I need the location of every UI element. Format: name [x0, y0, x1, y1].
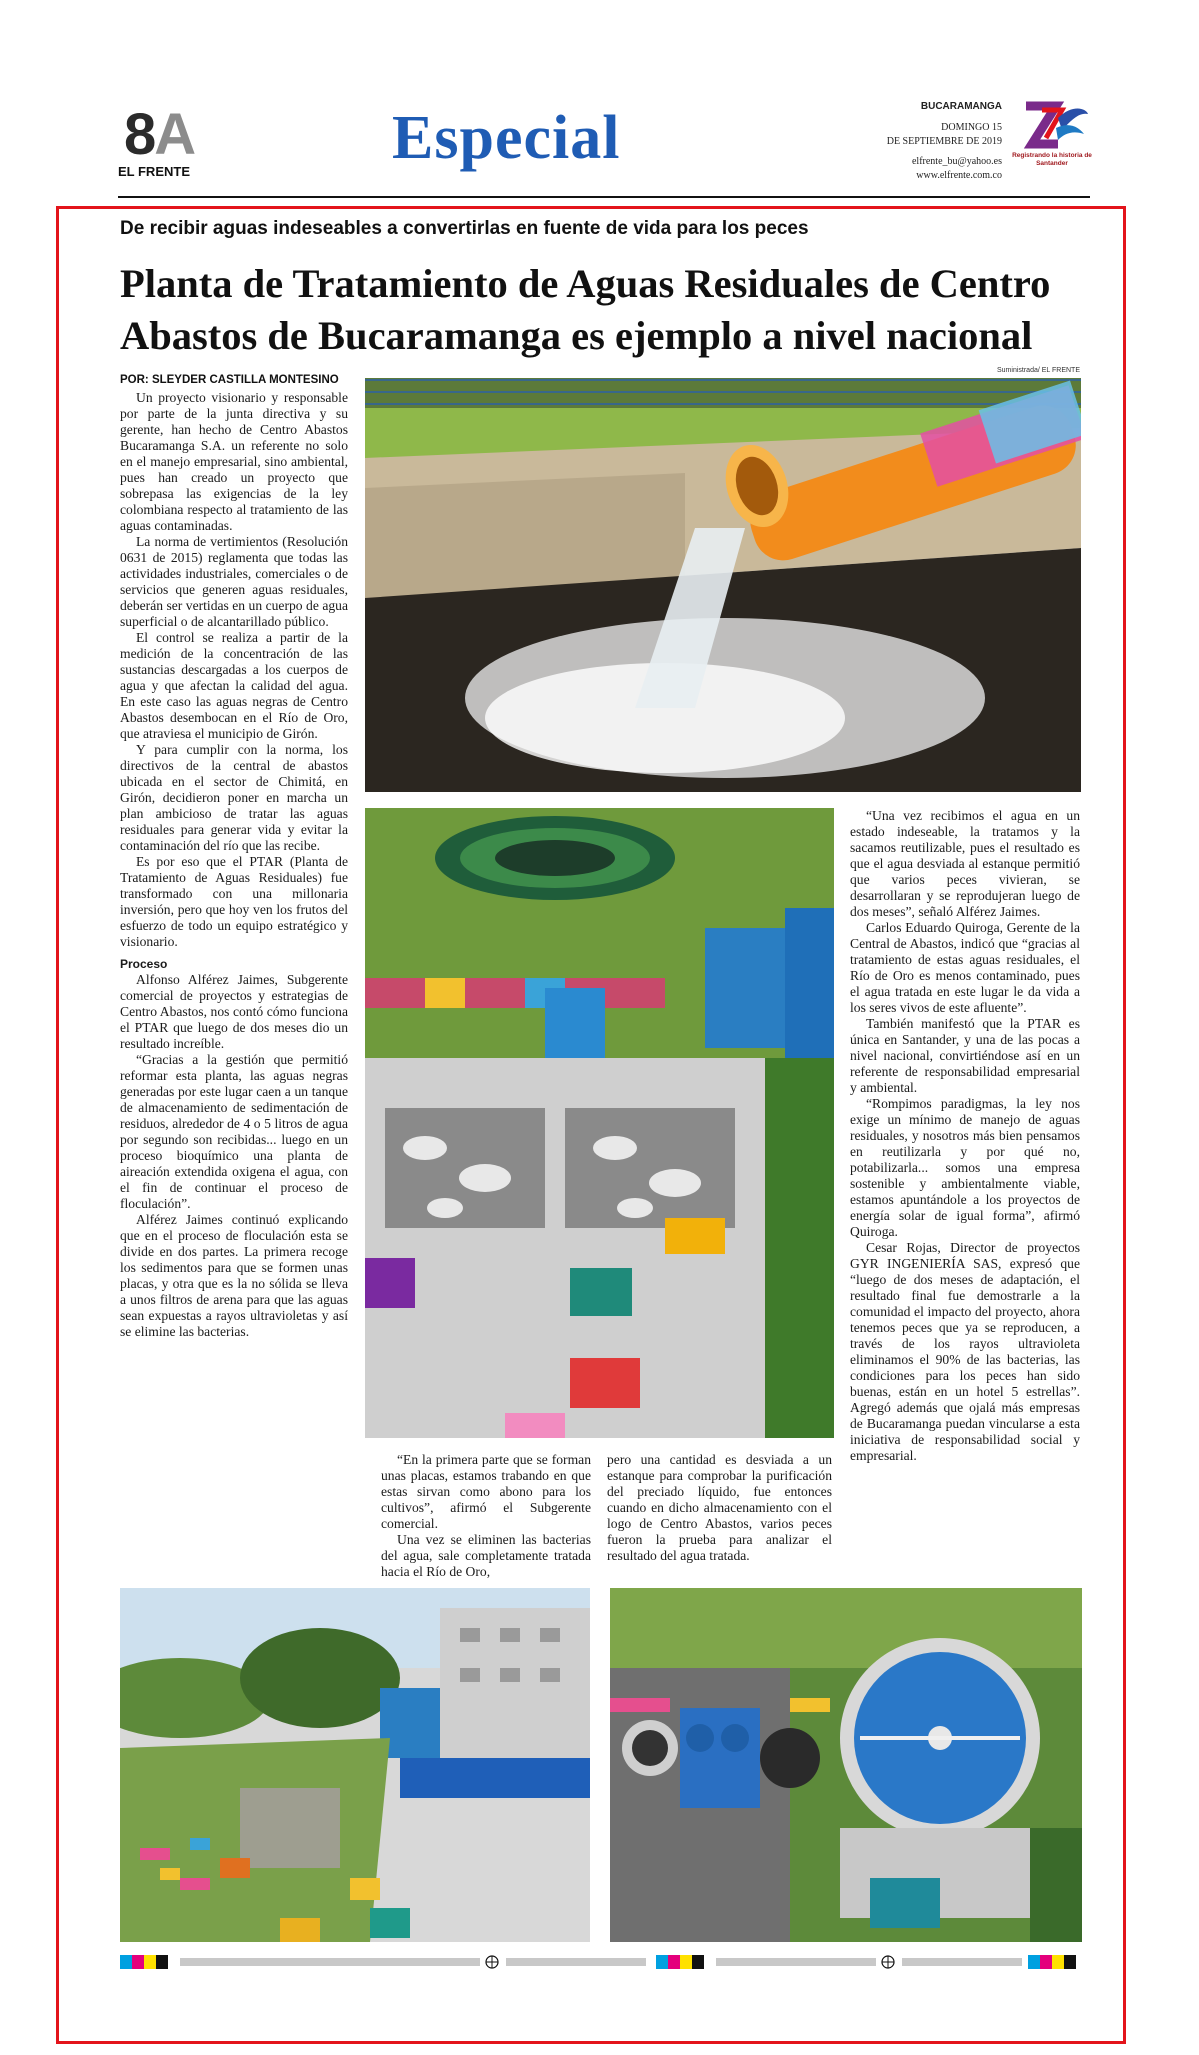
print-registration-bar: [120, 1955, 1080, 1969]
article-headline: [120, 258, 1100, 362]
photo-fish-pond-topview: [610, 1588, 1082, 1942]
column-4: [850, 808, 1080, 1464]
paragraph: El control se realiza a partir de la medición de la concentración de las sustancias descargadas a los cuerpos de agua y que afectan la calidad del agua. En este caso las aguas negras de Centro Abastos desembocan en el Río de Oro, que atraviesa el municipio de Girón.: [120, 630, 348, 741]
paragraph: Carlos Eduardo Quiroga, Gerente de la Central de Abastos, indicó que “gracias al tratamiento de estas aguas residuales, el Río de Oro es menos contaminado, pues el agua tratada en este lugar le da vida a los seres vivos de este afluente”.: [850, 920, 1080, 1015]
paragraph: Alfonso Alférez Jaimes, Subgerente comercial de proyectos y estrategias de Centro Abastos, nos contó cómo funciona el PTAR que luego de dos meses dio un resultado increíble.: [120, 972, 348, 1051]
paragraph: Un proyecto visionario y responsable por parte de la junta directiva y su gerente, han hecho de Centro Abastos Bucaramanga S.A. un referente no solo en el manejo empresarial, sino ambiental, pues han creado un proyecto que sobrepasa las exigencias de la ley colombiana respecto al tratamiento de las aguas contaminadas.: [120, 390, 348, 533]
byline: POR: SLEYDER CASTILLA MONTESINO: [120, 374, 339, 386]
headline-line-1: Planta de Tratamiento de Aguas Residuales de Centro: [120, 261, 1051, 306]
headline-line-2: Abastos de Bucaramanga es ejemplo a nivel nacional: [120, 313, 1033, 358]
section-title: Especial: [392, 104, 621, 172]
header-email: elfrente_bu@yahoo.es: [911, 156, 1002, 167]
page-number-digit: 8: [124, 102, 155, 167]
paper-name: EL FRENTE: [118, 164, 190, 179]
paragraph: pero una cantidad es desviada a un estanque para comprobar la purificación del preciado líquido, fue entonces cuando en dicho almacenamiento con el logo de Centro Abastos, varios peces fueron la prueba para analizar el resultado del agua tratada.: [607, 1452, 832, 1563]
paragraph: Alférez Jaimes continuó explicando que en el proceso de floculación esta se divide en dos partes. La primera recoge los sedimentos para que se formen unas placas, y otra que es la no sólida se lleva a unos filtros de arena para que las aguas sean expuestas a rayos ultravioletas y así se elimine las bacterias.: [120, 1212, 348, 1339]
photo-pipe-discharge: [365, 378, 1081, 792]
column-3: [607, 1452, 832, 1564]
page-number-letter: A: [154, 102, 195, 167]
photo-credit: Suministrada/ EL FRENTE: [997, 367, 1080, 374]
column-2: [381, 1452, 591, 1580]
header-city: BUCARAMANGA: [920, 101, 1002, 112]
photo-plant-overview: [120, 1588, 590, 1942]
header-divider: [118, 196, 1090, 198]
header-website: www.elfrente.com.co: [916, 170, 1002, 181]
paragraph: La norma de vertimientos (Resolución 0631 de 2015) reglamenta que todas las actividades industriales, comerciales o de servicios que generen aguas residuales, deberán ser vertidas en un cuerpo de agua superficial o de alcantarillado público.: [120, 534, 348, 629]
paragraph: Cesar Rojas, Director de proyectos GYR INGENIERÍA SAS, expresó que “luego de dos meses de adaptación, el resultado final fue demostrarle a la comunidad el impacto del proyecto, ahora tenemos peces que ya se reproducen, a través de los rayos ultravioleta eliminamos el 90% de las bacterias, las condiciones para los peces han sido buenas, están en un hotel 5 estrellas”. Agregó además que ojalá más empresas de Bucaramanga puedan vincularse a esta iniciativa de responsabilidad social y empresarial.: [850, 1240, 1080, 1463]
paragraph: También manifestó que la PTAR es única en Santander, y una de las pocas a nivel nacional, convirtiéndose así en un referente de responsabilidad empresarial y ambiental.: [850, 1016, 1080, 1095]
logo-caption: Registrando la historia de Santander: [1012, 152, 1092, 167]
paragraph: Es por eso que el PTAR (Planta de Tratamiento de Aguas Residuales) fue transformado con una millonaria inversión, pero que hoy ven los frutos del esfuerzo de todo un equipo estratégico y visionario.: [120, 854, 348, 949]
subhead-proceso: Proceso: [120, 957, 168, 971]
page-number: [124, 102, 195, 167]
paragraph: “Una vez recibimos el agua en un estado indeseable, la tratamos y la sacamos reutilizable, pues el resultado es que el agua desviada al estanque permitió que varios peces vivieran, se desarrollaran y se reprodujeran luego de dos meses”, señaló Alférez Jaimes.: [850, 808, 1080, 919]
paragraph: “En la primera parte que se forman unas placas, estamos trabando en que estas sirvan como abono para los cultivos”, afirmó el Subgerente comercial.: [381, 1452, 591, 1531]
paragraph: “Gracias a la gestión que permitió reformar esta planta, las aguas negras generadas por este lugar caen a un tanque de almacenamiento de sedimentación de residuos, alrededor de 4 o 5 litros de agua por segundo son recibidas... luego en un proceso bioquímico una planta de aireación extendida oxigena el agua, con el fin de continuar el proceso de floculación”.: [120, 1052, 348, 1211]
article-kicker: De recibir aguas indeseables a convertirlas en fuente de vida para los peces: [120, 218, 809, 239]
paragraph: “Rompimos paradigmas, la ley nos exige un mínimo de manejo de aguas residuales, y nosotros más bien pensamos en reutilizarla y por qué no, potabilizarla... somos una empresa sostenible y ambientalmente viable, estamos apuntándole a los proyectos de energía solar de igual forma”, afirmó Quiroga.: [850, 1096, 1080, 1239]
photo-plant-aerial: [365, 808, 834, 1438]
paragraph: Y para cumplir con la norma, los directivos de la central de abastos ubicada en el sector de Chimitá, en Girón, decidieron poner en marcha un plan ambicioso de tratar las aguas residuales para generar vida y evitar la contaminación del río que las recibe.: [120, 742, 348, 853]
header-date-month: DE SEPTIEMBRE DE 2019: [886, 136, 1002, 147]
column-1: [120, 390, 348, 1340]
anniversary-logo: [1012, 100, 1090, 182]
paragraph: Una vez se eliminen las bacterias del agua, sale completamente tratada hacia el Río de Oro,: [381, 1532, 591, 1579]
header-date-day: DOMINGO 15: [941, 122, 1002, 133]
